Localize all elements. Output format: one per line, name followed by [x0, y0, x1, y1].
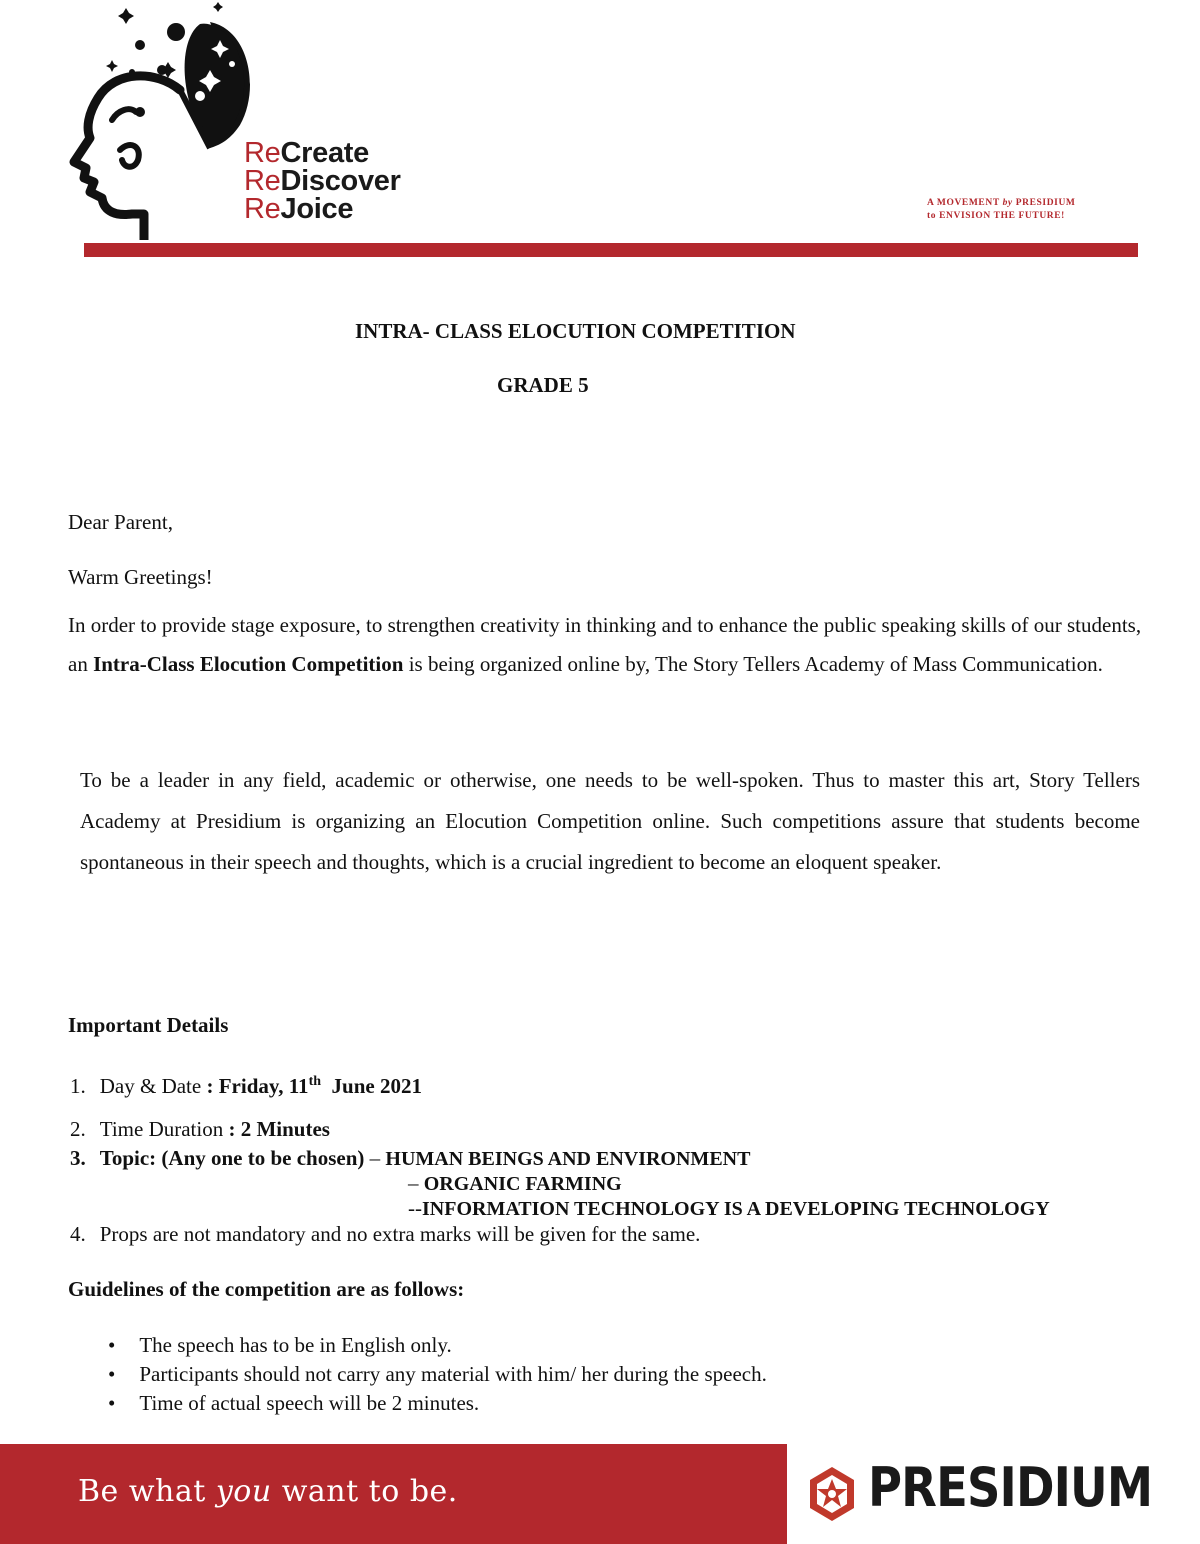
recreate-logo-icon: [60, 0, 260, 240]
detail-item-props: 4. Props are not mandatory and no extra marks will be given for the same.: [70, 1222, 701, 1246]
guidelines-heading: Guidelines of the competition are as follows:: [68, 1277, 465, 1301]
topic-option-1: HUMAN BEINGS AND ENVIRONMENT: [385, 1148, 751, 1170]
topic-option-2: ORGANIC FARMING: [423, 1173, 622, 1195]
tagline-word: Joice: [280, 193, 354, 225]
tagline-word: Discover: [280, 165, 401, 197]
tagline-line-1: [244, 139, 369, 167]
presidium-brand: PRESIDIUM: [868, 1456, 1153, 1519]
tagline-prefix: Re: [244, 137, 281, 169]
detail-item-topic: 3. Topic: (Any one to be chosen) – HUMAN BEINGS AND ENVIRONMENT: [70, 1146, 751, 1170]
detail-item-duration: 2. Time Duration : 2 Minutes: [70, 1117, 330, 1141]
tagline-word: Create: [280, 137, 369, 169]
bullet-icon: •: [108, 1391, 116, 1415]
bullet-icon: •: [108, 1362, 116, 1386]
purpose-paragraph: To be a leader in any field, academic or otherwise, one needs to be well-spoken. Thus to master this art, Story Tellers Academy at Presidium is organizing an Elocution Competition online. Such competitions assure that students become spontaneous in their speech and thoughts, which is a crucial ingredient to become an eloquent speaker.: [80, 768, 1140, 874]
tagline-line-2: [244, 167, 401, 195]
topic-option-3-line: --INFORMATION TECHNOLOGY IS A DEVELOPING TECHNOLOGY: [408, 1196, 1050, 1220]
guideline-item: • Time of actual speech will be 2 minutes.: [108, 1391, 480, 1415]
document-title: INTRA- CLASS ELOCUTION COMPETITION: [355, 319, 796, 343]
competition-name: Intra-Class Elocution Competition: [93, 652, 404, 676]
footer-slogan: Be what you want to be.: [78, 1474, 458, 1509]
grade-label: GRADE 5: [497, 373, 589, 397]
topic-option-3: INFORMATION TECHNOLOGY IS A DEVELOPING TECHNOLOGY: [422, 1198, 1050, 1220]
salutation: Dear Parent,: [68, 510, 173, 534]
guideline-item: • Participants should not carry any material with him/ her during the speech.: [108, 1362, 767, 1386]
bullet-icon: •: [108, 1333, 116, 1357]
greeting: Warm Greetings!: [68, 565, 213, 589]
header-divider: [84, 243, 1138, 257]
tagline-prefix: Re: [244, 193, 281, 225]
intro-paragraph: In order to provide stage exposure, to strengthen creativity in thinking and to enhance the public speaking skills of our students, an Intra-Class Elocution Competition is being organized online by, The Story Tellers Academy of Mass Communication.: [68, 613, 1142, 676]
movement-caption: [927, 197, 1076, 223]
presidium-emblem-icon: [803, 1465, 861, 1523]
movement-line-2: to ENVISION THE FUTURE!: [927, 211, 1065, 221]
tagline-prefix: Re: [244, 165, 281, 197]
details-heading: Important Details: [68, 1013, 229, 1037]
topic-option-2-line: – ORGANIC FARMING: [408, 1171, 622, 1195]
guideline-item: • The speech has to be in English only.: [108, 1333, 452, 1357]
movement-line-1: A MOVEMENT by PRESIDIUM: [927, 198, 1076, 208]
detail-item-date: 1. Day & Date : Friday, 11th June 2021: [70, 1074, 422, 1098]
tagline-line-3: [244, 195, 353, 223]
